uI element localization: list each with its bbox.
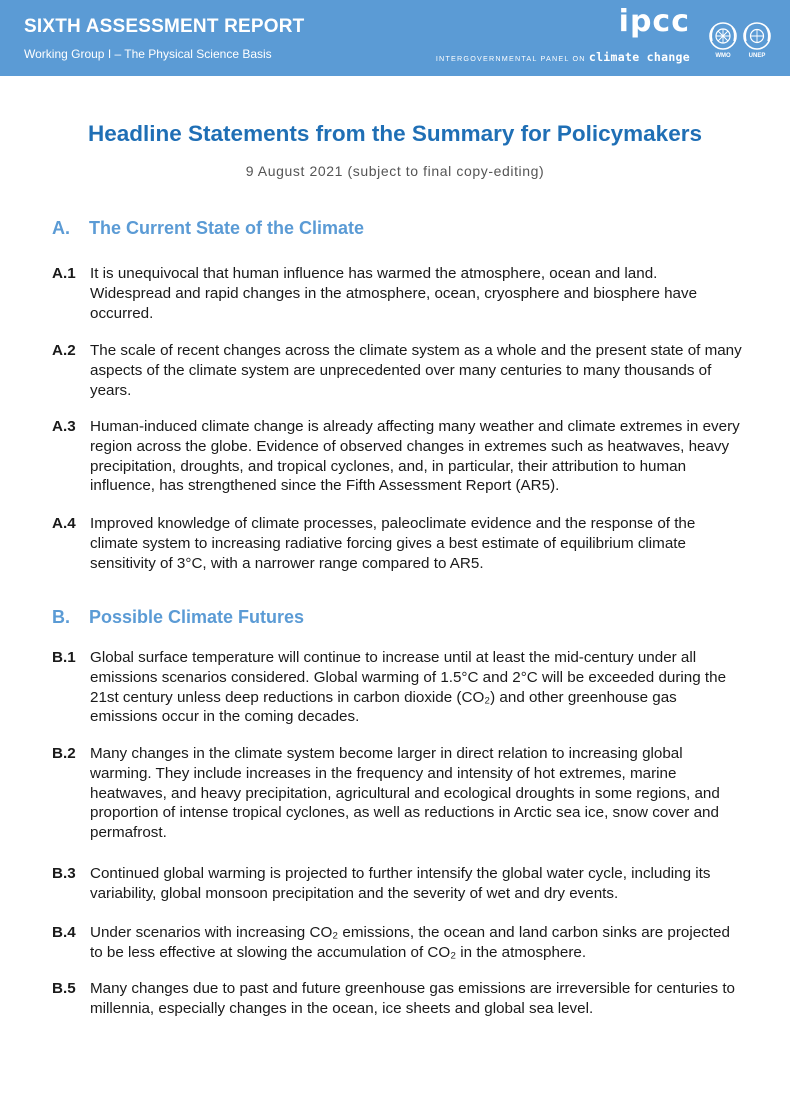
statement-text: Many changes due to past and future greenhouse gas emissions are irreversible for centuries to millennia, especially changes in the ocean, ice sheets and global sea level.	[90, 980, 735, 1017]
section-letter: B.	[52, 607, 70, 627]
statement-a2	[52, 341, 742, 400]
working-group-label: Working Group I – The Physical Science Basis	[24, 47, 272, 61]
statement-a4	[52, 514, 742, 573]
report-title: SIXTH ASSESSMENT REPORT	[24, 16, 305, 37]
statement-number: A.1	[52, 265, 76, 282]
statement-a1	[52, 264, 742, 323]
statement-text: It is unequivocal that human influence has warmed the atmosphere, ocean and land. Widespread and rapid changes in the atmosphere, ocean, cryosphere and biosphere have occurred.	[90, 265, 698, 322]
statement-text: Many changes in the climate system become larger in direct relation to increasing global warming. They include increases in the frequency and intensity of hot extremes, marine heatwaves, and heavy precipitation, agricultural and ecological droughts in some regions, and proportion of intense tropical cyclones, as well as reductions in Arctic sea ice, snow cover and permafrost.	[90, 745, 720, 842]
ipcc-tagline	[436, 50, 690, 64]
publication-date: 9 August 2021 (subject to final copy-editing)	[245, 163, 545, 179]
statement-b4	[52, 923, 742, 963]
statement-number: A.3	[52, 418, 76, 435]
statement-b1	[52, 648, 742, 727]
statement-number: B.1	[52, 649, 76, 666]
unep-emblem-icon	[742, 21, 772, 51]
wmo-label: WMO	[715, 53, 731, 59]
statement-number: B.3	[52, 865, 76, 882]
statement-text: Improved knowledge of climate processes, paleoclimate evidence and the response of the climate system to increasing radiative forcing gives a best estimate of equilibrium climate sensitivity of 3°C, with a narrower range compared to AR5.	[90, 515, 696, 572]
statement-text: The scale of recent changes across the climate system as a whole and the present state of many aspects of the climate system are unprecedented over many centuries to many thousands of years.	[90, 342, 742, 399]
section-letter: A.	[52, 218, 70, 238]
statement-number: B.4	[52, 924, 76, 941]
section-title: The Current State of the Climate	[89, 218, 365, 238]
tagline-prefix: INTERGOVERNMENTAL PANEL ON	[435, 54, 586, 63]
header-banner	[0, 0, 790, 76]
statement-number: B.2	[52, 745, 76, 762]
statement-text: Continued global warming is projected to further intensify the global water cycle, including its variability, global monsoon precipitation and the severity of wet and dry events.	[90, 865, 711, 902]
section-heading-a	[52, 218, 364, 239]
statement-text: Human-induced climate change is already affecting many weather and climate extremes in every region across the globe. Evidence of observed changes in extremes such as heatwaves, heavy precipitation, droughts, and tropical cyclones, and, in particular, their attribution to human influence, has strengthened since the Fifth Assessment Report (AR5).	[90, 418, 740, 495]
statement-number: A.2	[52, 342, 76, 359]
statement-text: Under scenarios with increasing CO₂ emissions, the ocean and land carbon sinks are projected to be less effective at slowing the accumulation of CO₂ in the atmosphere.	[90, 924, 730, 961]
section-title: Possible Climate Futures	[89, 607, 305, 627]
section-heading-b	[52, 607, 304, 628]
statement-number: A.4	[52, 515, 76, 532]
statement-text: Global surface temperature will continue to increase until at least the mid-century under all emissions scenarios considered. Global warming of 1.5°C and 2°C will be exceeded during the 21st century unless deep reductions in carbon dioxide (CO₂) and other greenhouse gas emissions occur in the coming decades.	[90, 649, 727, 726]
wmo-emblem-icon	[708, 21, 738, 51]
statement-b5	[52, 979, 742, 1019]
statement-b3	[52, 864, 742, 904]
statement-a3	[52, 417, 742, 496]
page-title: Headline Statements from the Summary for Policymakers	[88, 121, 702, 146]
ipcc-logo: ipcc	[618, 4, 690, 39]
tagline-emphasis: climate change	[588, 50, 690, 64]
unep-label: UNEP	[748, 53, 766, 59]
statement-b2	[52, 744, 742, 843]
statement-number: B.5	[52, 980, 76, 997]
